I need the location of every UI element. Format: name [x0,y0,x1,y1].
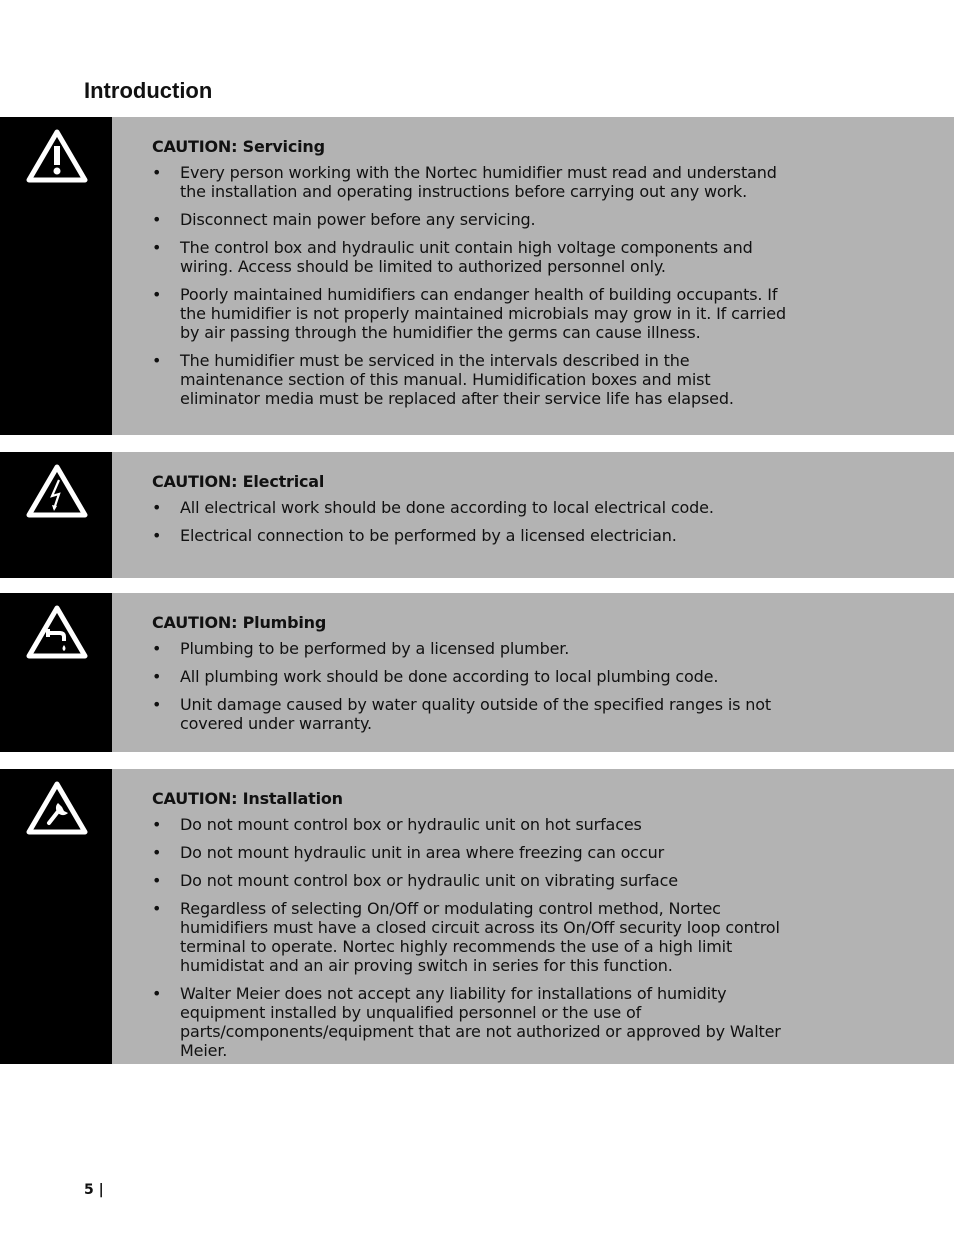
list-item: • Walter Meier does not accept any liability for installations of humidity equipment installed by unqualified personnel or the use of parts/components/equipment that are not authorized or approved by Walter Meier. [152,984,792,1060]
caution-icon-panel [0,117,112,435]
warning-electrical-icon [26,464,88,518]
warning-exclamation-icon [26,129,88,183]
list-item: • The control box and hydraulic unit contain high voltage components and wiring. Access should be limited to authorized personnel only. [152,238,792,276]
caution-icon-panel [0,593,112,752]
warning-plumbing-icon [26,605,88,659]
caution-icon-panel [0,452,112,578]
list-item: • Electrical connection to be performed by a licensed electrician. [152,526,792,545]
list-item: • Unit damage caused by water quality outside of the specified ranges is not covered under warranty. [152,695,792,733]
caution-content [112,769,954,1064]
caution-list [152,815,792,1060]
caution-content [112,452,954,578]
caution-plumbing-section [0,593,954,752]
caution-icon-panel [0,769,112,1064]
caution-servicing-section [0,117,954,435]
list-item: • Do not mount control box or hydraulic unit on vibrating surface [152,871,792,890]
list-item: • Do not mount hydraulic unit in area where freezing can occur [152,843,792,862]
page-title: Introduction [84,78,213,103]
page-number: 5 | [84,1182,104,1198]
caution-electrical-section [0,452,954,578]
warning-installation-icon [26,781,88,835]
list-item: • Disconnect main power before any servicing. [152,210,792,229]
list-item: • Every person working with the Nortec humidifier must read and understand the installation and operating instructions before carrying out any work. [152,163,792,201]
list-item: • The humidifier must be serviced in the intervals described in the maintenance section of this manual. Humidification boxes and mist eliminator media must be replaced after their service life has elapsed. [152,351,792,408]
caution-heading: CAUTION: Electrical [152,472,325,491]
list-item: • All plumbing work should be done according to local plumbing code. [152,667,792,686]
caution-installation-section [0,769,954,1064]
list-item: • Regardless of selecting On/Off or modulating control method, Nortec humidifiers must have a closed circuit across its On/Off security loop control terminal to operate. Nortec highly recommends the use of a high limit humidistat and an air proving switch in series for this function. [152,899,792,975]
list-item: • All electrical work should be done according to local electrical code. [152,498,792,517]
caution-list [152,498,792,545]
caution-heading: CAUTION: Servicing [152,137,325,156]
caution-list [152,163,792,408]
caution-content [112,593,954,752]
caution-content [112,117,954,435]
caution-list [152,639,792,733]
caution-heading: CAUTION: Installation [152,789,343,808]
caution-heading: CAUTION: Plumbing [152,613,327,632]
list-item: • Do not mount control box or hydraulic unit on hot surfaces [152,815,792,834]
list-item: • Poorly maintained humidifiers can endanger health of building occupants. If the humidifier is not properly maintained microbials may grow in it. If carried by air passing through the humidifier the germs can cause illness. [152,285,792,342]
list-item: • Plumbing to be performed by a licensed plumber. [152,639,792,658]
